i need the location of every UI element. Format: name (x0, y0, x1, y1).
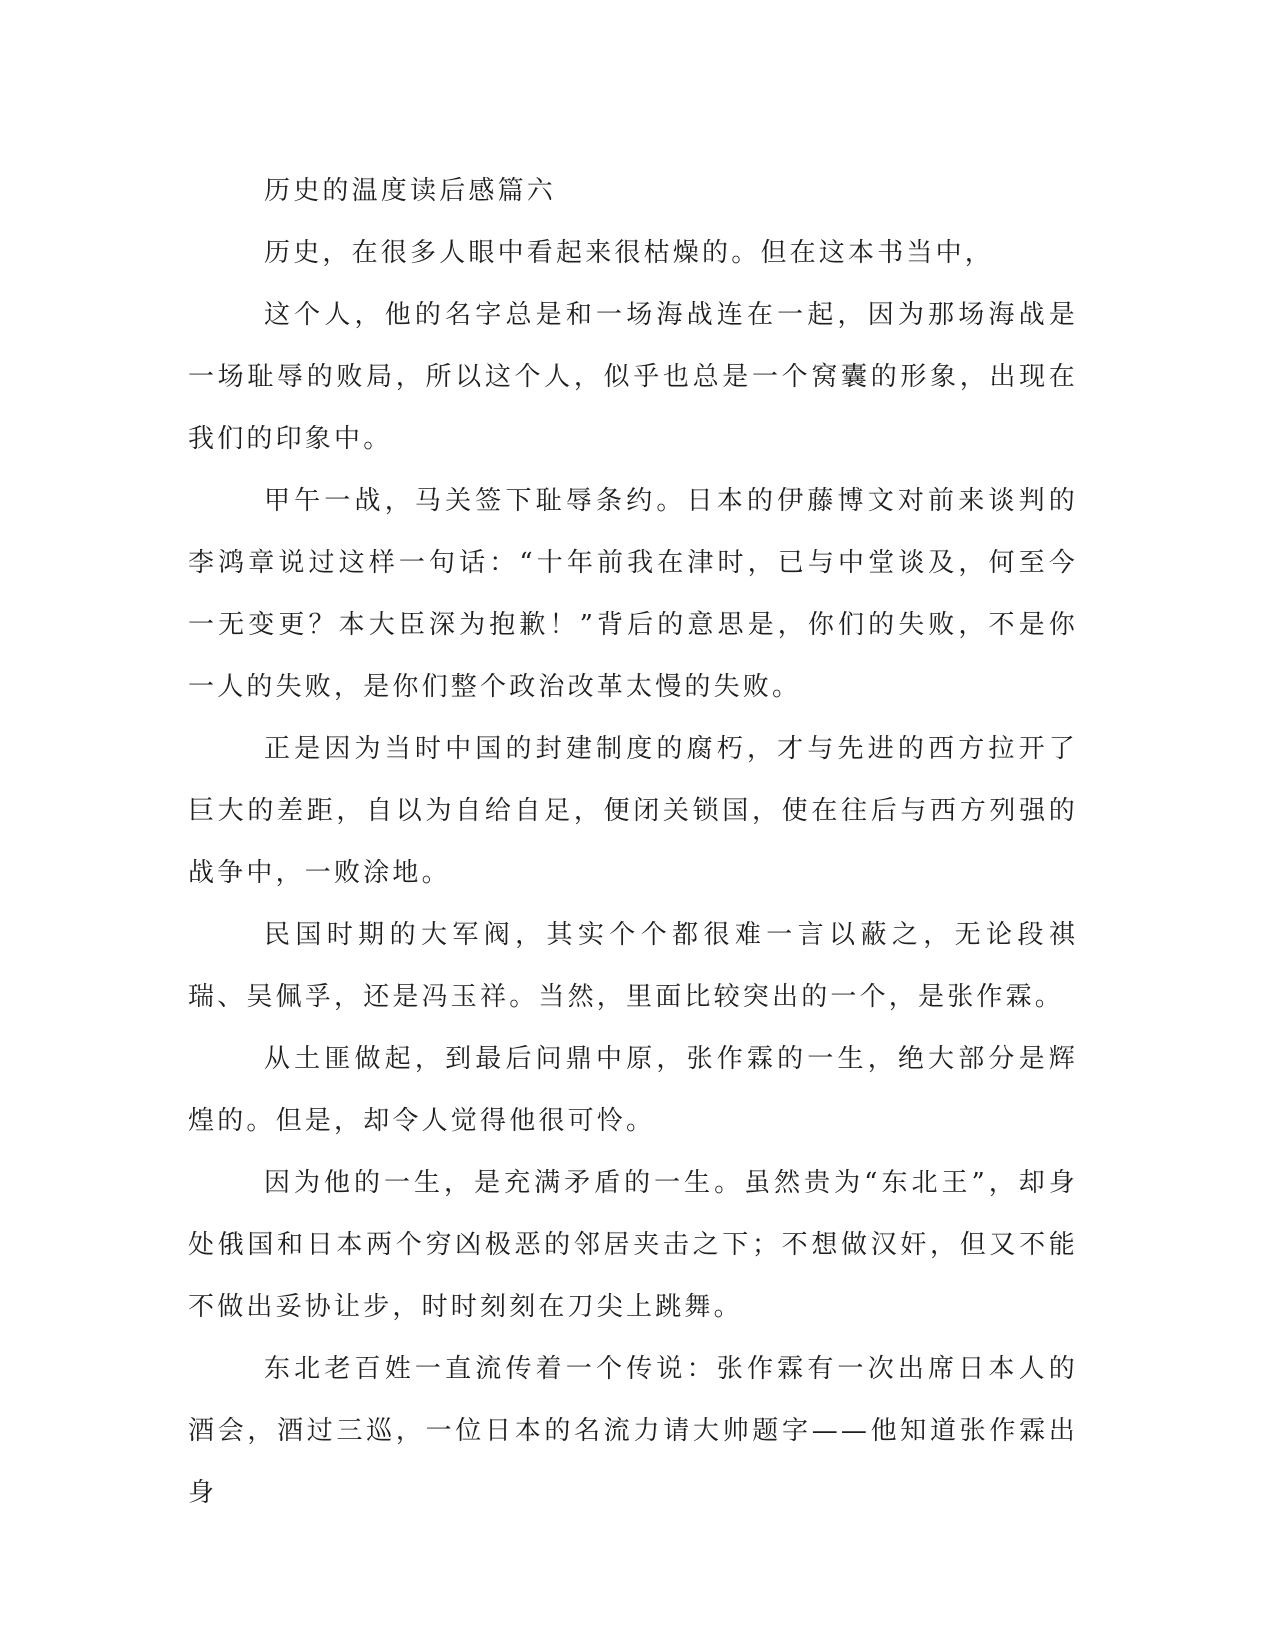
paragraph: 甲午一战，马关签下耻辱条约。日本的伊藤博文对前来谈判的李鸿章说过这样一句话：“十年前我在津时，已与中堂谈及，何至今一无变更？本大臣深为抱歉！”背后的意思是，你们的失败，不是你一人的失败，是你们整个政治改革太慢的失败。 (188, 486, 1078, 702)
paragraph: 从土匪做起，到最后问鼎中原，张作霖的一生，绝大部分是辉煌的。但是，却令人觉得他很可怜。 (188, 1044, 1078, 1136)
paragraph: 正是因为当时中国的封建制度的腐朽，才与先进的西方拉开了巨大的差距，自以为自给自足，便闭关锁国，使在往后与西方列强的战争中，一败涂地。 (188, 734, 1078, 888)
paragraph: 历史，在很多人眼中看起来很枯燥的。但在这本书当中， (264, 238, 995, 268)
document-title: 历史的温度读后感篇六 (264, 176, 557, 206)
paragraph: 这个人，他的名字总是和一场海战连在一起，因为那场海战是一场耻辱的败局，所以这个人，似乎也总是一个窝囊的形象，出现在我们的印象中。 (188, 300, 1078, 454)
paragraph: 因为他的一生，是充满矛盾的一生。虽然贵为“东北王”，却身处俄国和日本两个穷凶极恶的邻居夹击之下；不想做汉奸，但又不能不做出妥协让步，时时刻刻在刀尖上跳舞。 (188, 1168, 1078, 1322)
document-body (188, 160, 1078, 1524)
paragraph: 东北老百姓一直流传着一个传说：张作霖有一次出席日本人的酒会，酒过三巡，一位日本的名流力请大帅题字——他知道张作霖出身 (188, 1354, 1078, 1508)
paragraph: 民国时期的大军阀，其实个个都很难一言以蔽之，无论段祺瑞、吴佩孚，还是冯玉祥。当然，里面比较突出的一个，是张作霖。 (188, 920, 1078, 1012)
